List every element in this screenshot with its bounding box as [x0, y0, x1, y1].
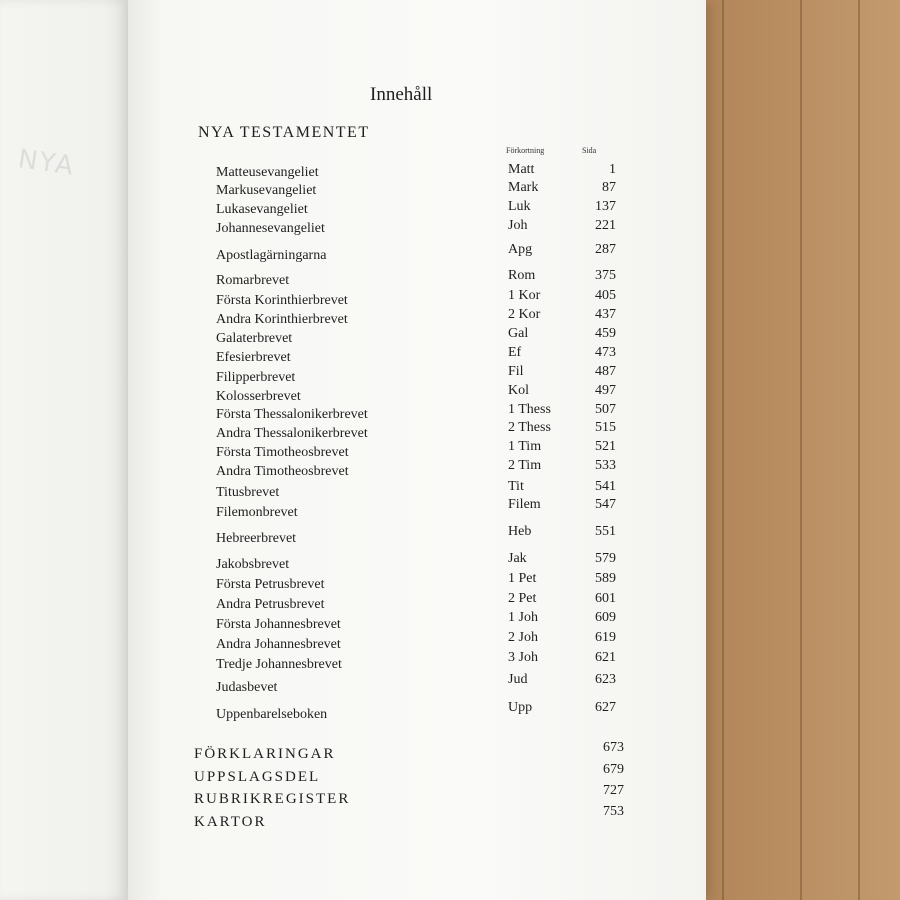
- book-name: Filipperbrevet: [216, 370, 296, 385]
- book-abbreviation: 2 Joh: [508, 630, 538, 645]
- book-name: Johannesevangeliet: [216, 221, 325, 236]
- appendix-page-number: 727: [603, 783, 624, 798]
- book-name: Första Johannesbrevet: [216, 617, 341, 632]
- appendix-page-number: 679: [603, 762, 624, 777]
- book-page-number: 87: [602, 180, 616, 195]
- book-abbreviation: Jud: [508, 672, 528, 687]
- book-name: Hebreerbrevet: [216, 531, 297, 546]
- book-page-number: 579: [595, 551, 616, 566]
- book-abbreviation: Fil: [508, 364, 524, 379]
- book-abbreviation: 2 Kor: [508, 307, 541, 322]
- book-page-number: 619: [595, 630, 616, 645]
- book-page-number: 287: [595, 242, 616, 257]
- left-page: [0, 0, 128, 900]
- book-abbreviation: 1 Pet: [508, 571, 537, 586]
- book-page-number: 601: [595, 591, 616, 606]
- book-name: Filemonbrevet: [216, 505, 298, 520]
- book-abbreviation: 3 Joh: [508, 650, 538, 665]
- book-abbreviation: Mark: [508, 180, 539, 195]
- appendix-page-number: 753: [603, 804, 624, 819]
- book-page-number: 487: [595, 364, 616, 379]
- book-abbreviation: Rom: [508, 268, 536, 283]
- appendix-page-number: 673: [603, 740, 624, 755]
- book-name: Andra Johannesbrevet: [216, 637, 341, 652]
- book-name: Andra Timotheosbrevet: [216, 464, 349, 479]
- book-abbreviation: Heb: [508, 524, 532, 539]
- book-name: Markusevangeliet: [216, 183, 317, 198]
- book-name: Andra Thessalonikerbrevet: [216, 426, 368, 441]
- book-name: Jakobsbrevet: [216, 557, 290, 572]
- book-abbreviation: 2 Thess: [508, 420, 551, 435]
- book-name: Apostlagärningarna: [216, 248, 327, 263]
- book-name: Galaterbrevet: [216, 331, 293, 346]
- book-abbreviation: Kol: [508, 383, 529, 398]
- book-name: Uppenbarelseboken: [216, 707, 328, 722]
- book-name: Första Thessalonikerbrevet: [216, 407, 368, 422]
- book-name: Kolosserbrevet: [216, 389, 301, 404]
- book-page-number: 551: [595, 524, 616, 539]
- book-page-number: 497: [595, 383, 616, 398]
- book-abbreviation: 2 Tim: [508, 458, 542, 473]
- book-page-number: 521: [595, 439, 616, 454]
- appendix-name: KARTOR: [194, 814, 267, 830]
- book-page-number: 473: [595, 345, 616, 360]
- appendix-name: RUBRIKREGISTER: [194, 791, 351, 807]
- appendix-name: UPPSLAGSDEL: [194, 769, 321, 785]
- book-name: Efesierbrevet: [216, 350, 291, 365]
- page-title: Innehåll: [370, 84, 433, 105]
- book-abbreviation: 1 Tim: [508, 439, 542, 454]
- book-abbreviation: 1 Joh: [508, 610, 538, 625]
- book-page-number: 405: [595, 288, 616, 303]
- book-abbreviation: Filem: [508, 497, 541, 512]
- book-name: Första Timotheosbrevet: [216, 445, 349, 460]
- book-abbreviation: 2 Pet: [508, 591, 537, 606]
- book-name: Tredje Johannesbrevet: [216, 657, 342, 672]
- book-page-number: 375: [595, 268, 616, 283]
- book-page-number: 515: [595, 420, 616, 435]
- book-name: Judasbevet: [216, 680, 278, 695]
- book-name: Andra Korinthierbrevet: [216, 312, 348, 327]
- book-name: Matteusevangeliet: [216, 165, 319, 180]
- appendix-name: FÖRKLARINGAR: [194, 746, 336, 762]
- book-name: Första Korinthierbrevet: [216, 293, 348, 308]
- book-name: Titusbrevet: [216, 485, 280, 500]
- book-page-number: 1: [609, 162, 616, 177]
- book-name: Romarbrevet: [216, 273, 290, 288]
- book-name: Andra Petrusbrevet: [216, 597, 325, 612]
- book-abbreviation: 1 Kor: [508, 288, 541, 303]
- book-page-number: 589: [595, 571, 616, 586]
- book-page-number: 623: [595, 672, 616, 687]
- left-page-partial-text: NYA: [16, 144, 77, 182]
- book-page-number: 609: [595, 610, 616, 625]
- abbreviation-column-header: Förkortning: [506, 146, 545, 155]
- book-page-number: 137: [595, 199, 616, 214]
- book-page-number: 621: [595, 650, 616, 665]
- book-abbreviation: Jak: [508, 551, 527, 566]
- book-page-number: 533: [595, 458, 616, 473]
- book-abbreviation: Upp: [508, 700, 533, 715]
- book-abbreviation: Tit: [508, 479, 524, 494]
- book-page-number: 437: [595, 307, 616, 322]
- book-abbreviation: 1 Thess: [508, 402, 551, 417]
- book-page-number: 547: [595, 497, 616, 512]
- book-page-number: 541: [595, 479, 616, 494]
- book-page-number: 459: [595, 326, 616, 341]
- book-abbreviation: Apg: [508, 242, 533, 257]
- book-page-number: 627: [595, 700, 616, 715]
- page-column-header: Sida: [582, 146, 597, 155]
- book-abbreviation: Gal: [508, 326, 529, 341]
- book-abbreviation: Matt: [508, 162, 535, 177]
- section-heading: NYA TESTAMENTET: [198, 124, 370, 141]
- book-abbreviation: Joh: [508, 218, 528, 233]
- book-name: Lukasevangeliet: [216, 202, 308, 217]
- book-abbreviation: Ef: [508, 345, 522, 360]
- book-abbreviation: Luk: [508, 199, 531, 214]
- book-page-number: 507: [595, 402, 616, 417]
- book-page-number: 221: [595, 218, 616, 233]
- book-name: Första Petrusbrevet: [216, 577, 325, 592]
